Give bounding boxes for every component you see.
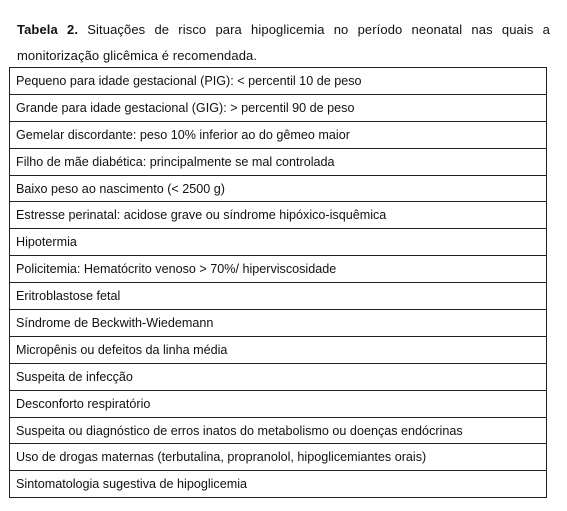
table-caption-label: Tabela 2. (17, 22, 79, 37)
table-row (10, 310, 547, 337)
table-cell: Suspeita ou diagnóstico de erros inatos do metabolismo ou doenças endócrinas (10, 417, 547, 444)
table-cell: Grande para idade gestacional (GIG): > percentil 90 de peso (10, 94, 547, 121)
table-row (10, 94, 547, 121)
table-row (10, 175, 547, 202)
table-cell: Gemelar discordante: peso 10% inferior ao do gêmeo maior (10, 121, 547, 148)
table-row (10, 256, 547, 283)
table-row (10, 363, 547, 390)
table-row (10, 148, 547, 175)
table-cell: Micropênis ou defeitos da linha média (10, 336, 547, 363)
table-cell: Estresse perinatal: acidose grave ou síndrome hipóxico-isquêmica (10, 202, 547, 229)
table-cell: Desconforto respiratório (10, 390, 547, 417)
table-caption (17, 17, 550, 69)
table-cell: Hipotermia (10, 229, 547, 256)
table-cell: Policitemia: Hematócrito venoso > 70%/ hiperviscosidade (10, 256, 547, 283)
table-cell: Síndrome de Beckwith-Wiedemann (10, 310, 547, 337)
table-row (10, 68, 547, 95)
table-cell: Suspeita de infecção (10, 363, 547, 390)
table-row (10, 121, 547, 148)
table-cell: Uso de drogas maternas (terbutalina, propranolol, hipoglicemiantes orais) (10, 444, 547, 471)
table-cell: Eritroblastose fetal (10, 283, 547, 310)
table-row (10, 417, 547, 444)
table-cell: Filho de mãe diabética: principalmente se mal controlada (10, 148, 547, 175)
table-cell: Pequeno para idade gestacional (PIG): < percentil 10 de peso (10, 68, 547, 95)
table-row (10, 229, 547, 256)
table-row (10, 336, 547, 363)
table-cell: Sintomatologia sugestiva de hipoglicemia (10, 471, 547, 498)
table-row (10, 444, 547, 471)
risk-situations-table (9, 67, 547, 498)
table-caption-text: Situações de risco para hipoglicemia no período neonatal nas quais a monitorização glicêmica é recomendada. (17, 22, 550, 63)
table-cell: Baixo peso ao nascimento (< 2500 g) (10, 175, 547, 202)
table-row (10, 283, 547, 310)
table-row (10, 202, 547, 229)
table-row (10, 390, 547, 417)
table-row (10, 471, 547, 498)
